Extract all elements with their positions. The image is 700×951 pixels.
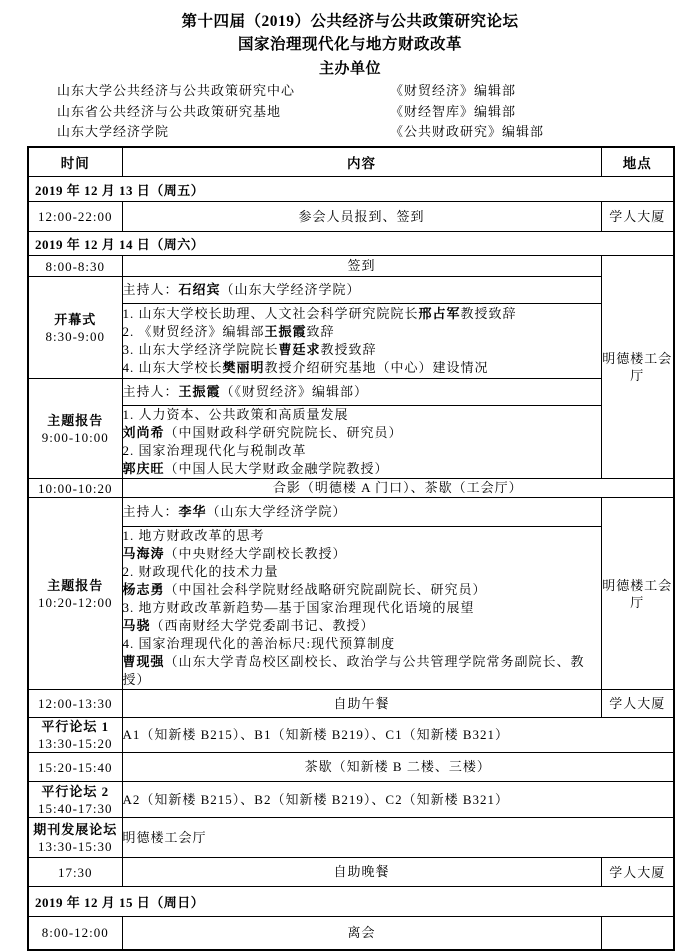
row-teabreak — [28, 753, 674, 782]
date-saturday: 2019 年 12 月 14 日（周六） — [28, 232, 674, 256]
organizer-left-2: 山东省公共经济与公共政策研究基地 — [57, 103, 282, 119]
row-opening-host — [28, 277, 674, 304]
content-cell-signin: 签到 — [122, 256, 601, 277]
organizer-row-3 — [27, 122, 673, 143]
organizer-right-3: 《公共财政研究》编辑部 — [390, 124, 545, 139]
time-cell-photo-break: 10:00-10:20 — [28, 479, 122, 498]
row-keynote1-items — [28, 406, 674, 479]
session-time-keynote1: 9:00-10:00 — [41, 429, 109, 445]
location-cell-keynote2: 明德楼工会厅 — [601, 498, 674, 690]
session-label-forum1: 平行论坛 1 — [41, 719, 110, 734]
organizers-heading: 主办单位 — [318, 61, 381, 77]
session-label-opening: 开幕式 — [54, 311, 97, 327]
content-cell-keynote2-host: 主持人：李华（山东大学经济学院） — [122, 498, 601, 527]
header-time: 时间 — [28, 147, 122, 177]
time-cell-forum2 — [28, 782, 122, 818]
session-time-forum2: 15:40-17:30 — [37, 800, 113, 816]
content-cell-dinner: 自助晚餐 — [122, 858, 601, 887]
date-friday: 2019 年 12 月 13 日（周五） — [28, 177, 674, 202]
row-signin — [28, 256, 674, 277]
time-cell-opening — [28, 277, 122, 379]
location-cell-arrival: 学人大厦 — [601, 202, 674, 232]
time-cell-dinner: 17:30 — [28, 858, 122, 887]
time-cell-lunch: 12:00-13:30 — [28, 690, 122, 718]
session-time-journal-forum: 13:30-15:30 — [37, 838, 113, 854]
row-keynote1-host — [28, 379, 674, 406]
row-arrival — [28, 202, 674, 232]
organizer-left-3: 山东大学经济学院 — [57, 124, 170, 139]
organizer-row-2 — [27, 102, 673, 123]
row-lunch — [28, 690, 674, 718]
location-cell-lunch: 学人大厦 — [601, 690, 674, 718]
time-cell-journal-forum — [28, 818, 122, 858]
row-forum2 — [28, 782, 674, 818]
time-cell-forum1 — [28, 718, 122, 753]
location-cell-morning: 明德楼工会厅 — [601, 256, 674, 479]
session-label-keynote2: 主题报告 — [47, 577, 104, 593]
content-cell-keynote1-items: 1. 人力资本、公共政策和高质量发展 刘尚希（中国财政科学研究院院长、研究员） 2. 国家治理现代化与税制改革 郭庆旺（中国人民大学财政金融学院教授） — [122, 406, 601, 479]
date-row-saturday — [28, 232, 674, 256]
content-cell-teabreak: 茶歇（知新楼 B 二楼、三楼） — [122, 753, 674, 782]
header-location: 地点 — [601, 147, 674, 177]
session-label-keynote1: 主题报告 — [47, 412, 104, 428]
location-cell-dinner: 学人大厦 — [601, 858, 674, 887]
organizer-right-1: 《财贸经济》编辑部 — [390, 83, 517, 98]
time-cell-signin: 8:00-8:30 — [28, 256, 122, 277]
session-label-forum2: 平行论坛 2 — [41, 783, 110, 799]
row-keynote2-host — [28, 498, 674, 527]
session-time-forum1: 13:30-15:20 — [37, 736, 113, 751]
session-label-journal-forum: 期刊发展论坛 — [33, 821, 118, 837]
content-cell-opening-host: 主持人：石绍宾（山东大学经济学院） — [122, 277, 601, 304]
row-journal-forum — [28, 818, 674, 858]
content-cell-forum1: A1（知新楼 B215）、B1（知新楼 B219）、C1（知新楼 B321） — [122, 718, 674, 753]
time-cell-keynote1 — [28, 379, 122, 479]
content-cell-keynote2-items: 1. 地方财政改革的思考 马海涛（中央财经大学副校长教授） 2. 财政现代化的技术力量 杨志勇（中国社会科学院财经战略研究院副院长、研究员） 3. 地方财政改革新趋势—基于国家治理现代化语境的展望 马骁（西南财经大学党委副书记、教授） 4. 国家治理现代化的善治标尺:现代预算制度 曹现强（山东大学青岛校区副校长、政治学与公共管理学院常务副院长、教授） — [122, 527, 601, 690]
row-keynote2-items — [28, 527, 674, 690]
content-cell-lunch: 自助午餐 — [122, 690, 601, 718]
row-photo-break — [28, 479, 674, 498]
content-cell-opening-items: 1. 山东大学校长助理、人文社会科学研究院院长邢占军教授致辞 2. 《财贸经济》编辑部王振霞致辞 3. 山东大学经济学院院长曹廷求教授致辞 4. 山东大学校长樊丽明教授介绍研究基地（中心）建设情况 — [122, 304, 601, 379]
organizer-left-1: 山东大学公共经济与公共政策研究中心 — [57, 83, 296, 98]
content-cell-photo-break: 合影（明德楼 A 门口）、茶歇（工会厅） — [122, 479, 674, 498]
content-cell-journal-forum: 明德楼工会厅 — [122, 818, 674, 858]
schedule-table — [27, 146, 675, 951]
row-opening-items — [28, 304, 674, 379]
forum-title: 第十四届（2019）公共经济与公共政策研究论坛 — [181, 13, 519, 30]
time-cell-arrival: 12:00-22:00 — [28, 202, 122, 232]
date-row-friday — [28, 177, 674, 202]
date-row-sunday — [28, 887, 674, 917]
content-cell-keynote1-host: 主持人：王振霞（《财贸经济》编辑部） — [122, 379, 601, 406]
header-content: 内容 — [122, 147, 601, 177]
row-forum1 — [28, 718, 674, 753]
forum-subtitle: 国家治理现代化与地方财政改革 — [237, 36, 462, 53]
time-cell-departure: 8:00-12:00 — [28, 917, 122, 950]
time-cell-teabreak: 15:20-15:40 — [28, 753, 122, 782]
header-row — [28, 147, 674, 177]
date-sunday: 2019 年 12 月 15 日（周日） — [28, 887, 674, 917]
organizer-row-1 — [27, 81, 673, 102]
content-cell-forum2: A2（知新楼 B215）、B2（知新楼 B219）、C2（知新楼 B321） — [122, 782, 674, 818]
content-cell-departure: 离会 — [122, 917, 601, 950]
session-time-keynote2: 10:20-12:00 — [37, 594, 113, 610]
content-cell-arrival: 参会人员报到、签到 — [122, 202, 601, 232]
time-cell-keynote2 — [28, 498, 122, 690]
organizer-right-2: 《财经智库》编辑部 — [390, 103, 517, 119]
session-time-opening: 8:30-9:00 — [45, 328, 106, 344]
row-dinner — [28, 858, 674, 887]
